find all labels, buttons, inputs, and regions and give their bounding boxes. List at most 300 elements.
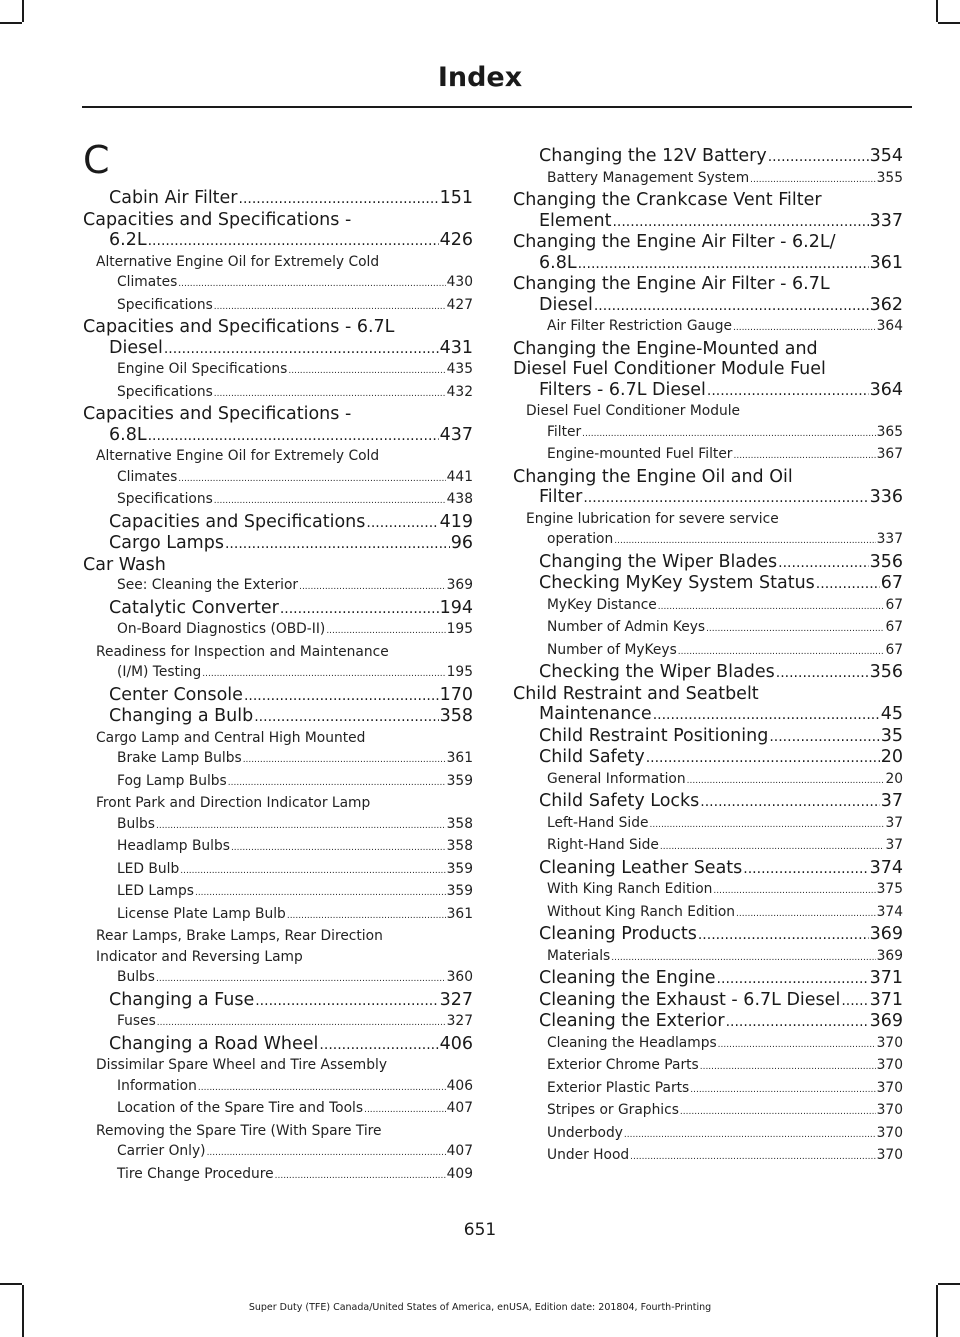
page-reference-link[interactable]: 370 <box>876 1147 903 1163</box>
page-reference-link[interactable]: 195 <box>446 621 473 637</box>
dot-leader <box>612 211 868 233</box>
index-subentry <box>83 619 473 642</box>
page-reference-link[interactable]: 354 <box>869 146 903 166</box>
dot-leader <box>178 272 445 295</box>
index-entry <box>83 533 473 555</box>
dot-leader <box>733 444 875 467</box>
page-reference-link[interactable]: 427 <box>446 296 473 313</box>
index-entry <box>513 573 903 595</box>
entry-line-with-page <box>539 747 903 769</box>
dot-leader <box>717 968 869 990</box>
dot-leader <box>275 1164 446 1187</box>
dot-leader <box>164 338 439 360</box>
index-subentry <box>513 316 903 339</box>
page-reference-link[interactable]: 355 <box>876 169 903 186</box>
page-reference-link[interactable]: 195 <box>446 664 473 680</box>
entry-term: Center Console <box>109 684 243 705</box>
entry-term: Climates <box>117 274 178 290</box>
entry-term: Changing a Bulb <box>109 706 254 726</box>
entry-term: Exterior Plastic Parts <box>547 1079 690 1096</box>
index-subentry <box>83 359 473 382</box>
entry-term: Specifications <box>117 383 213 400</box>
index-subentry <box>513 902 903 925</box>
dot-leader <box>653 704 880 726</box>
dot-leader <box>713 879 875 902</box>
page-reference-link[interactable]: 361 <box>869 252 903 273</box>
page-reference-link[interactable]: 337 <box>869 210 903 231</box>
page-reference-link[interactable]: 441 <box>446 468 473 485</box>
page-reference-link[interactable]: 370 <box>876 1124 903 1141</box>
index-entry <box>83 990 473 1012</box>
index-subentry <box>83 881 473 904</box>
entry-text-line: Indicator and Reversing Lamp <box>96 948 303 965</box>
index-entry <box>513 339 903 402</box>
entry-term: Filters - 6.7L Diesel <box>539 379 706 400</box>
entry-term: 6.8L <box>109 424 147 445</box>
page-reference-link[interactable]: 361 <box>446 750 473 766</box>
entry-line-with-page <box>117 382 473 405</box>
entry-term: Tire Change Procedure <box>117 1165 274 1182</box>
entry-term: Changing the Wiper Blades <box>539 551 778 572</box>
entry-line-with-page <box>117 771 473 794</box>
entry-line-with-page <box>539 704 903 726</box>
index-entry <box>513 924 903 946</box>
page-reference-link[interactable]: 435 <box>446 361 473 377</box>
index-subentry <box>513 1055 903 1078</box>
index-entry <box>513 467 903 509</box>
index-list-left <box>83 188 473 1186</box>
page-reference-link[interactable]: 359 <box>446 860 473 877</box>
entry-line-with-page <box>539 380 903 402</box>
index-subentry <box>83 793 473 836</box>
entry-line-with-page <box>117 904 473 927</box>
entry-term: Cleaning Products <box>539 924 697 944</box>
index-subentry <box>513 401 903 444</box>
page-reference-link[interactable]: 375 <box>876 881 903 897</box>
index-subentry <box>83 859 473 882</box>
entry-text-line: Changing the Engine-Mounted and <box>513 338 818 359</box>
page-reference-link[interactable]: 369 <box>876 947 903 964</box>
page-reference-link[interactable]: 430 <box>446 274 473 290</box>
crop-mark-top-left-h <box>0 22 22 24</box>
page-reference-link[interactable]: 356 <box>869 662 903 682</box>
crop-mark-bottom-left-h <box>0 1283 22 1285</box>
index-entry <box>83 685 473 707</box>
page-reference-link[interactable]: 432 <box>446 383 473 400</box>
entry-text-line: Capacities and Specifications - 6.7L <box>83 317 395 337</box>
dot-leader <box>280 598 439 620</box>
page-reference-link[interactable]: 20 <box>880 747 903 767</box>
dot-leader <box>769 726 879 748</box>
entry-term: Right-Hand Side <box>547 837 659 853</box>
dot-leader <box>776 662 869 684</box>
header-rule <box>82 106 912 108</box>
entry-term: Exterior Chrome Parts <box>547 1057 699 1073</box>
dot-leader <box>630 1145 875 1168</box>
entry-line-with-page <box>547 1055 903 1078</box>
page-reference-link[interactable]: 406 <box>446 1077 473 1094</box>
dot-leader <box>195 881 446 904</box>
entry-line-with-page <box>547 1100 903 1123</box>
page-reference-link[interactable]: 356 <box>869 551 903 572</box>
index-subentry <box>513 509 903 552</box>
index-subentry <box>83 904 473 927</box>
entry-term: Brake Lamp Bulbs <box>117 750 242 766</box>
entry-term: Carrier Only) <box>117 1143 206 1159</box>
dot-leader <box>202 662 445 685</box>
index-entry <box>513 146 903 168</box>
index-entry <box>83 404 473 446</box>
index-subentry <box>513 835 903 858</box>
entry-term: Changing the 12V Battery <box>539 146 767 166</box>
page-reference-link[interactable]: 358 <box>446 838 473 854</box>
entry-line-with-page <box>109 230 473 252</box>
page-reference-link[interactable]: 359 <box>446 883 473 899</box>
entry-term: Air Filter Restriction Gauge <box>547 318 732 334</box>
index-entry <box>83 512 473 534</box>
entry-term: Information <box>117 1077 197 1094</box>
entry-line-with-page <box>539 211 903 233</box>
page-reference-link[interactable]: 37 <box>885 837 903 853</box>
entry-line-with-page <box>109 188 473 210</box>
entry-line-with-page <box>117 1076 473 1099</box>
page-reference-link[interactable]: 370 <box>876 1079 903 1096</box>
page-reference-link[interactable]: 426 <box>439 230 473 250</box>
entry-term: Filter <box>547 423 582 440</box>
index-column-right <box>513 146 903 1168</box>
index-subentry <box>83 446 473 489</box>
dot-leader <box>366 512 438 534</box>
page-reference-link[interactable]: 151 <box>439 188 473 208</box>
page-reference-link[interactable]: 364 <box>869 379 903 400</box>
dot-leader <box>244 685 439 707</box>
page-reference-link[interactable]: 327 <box>439 989 473 1010</box>
dot-leader <box>214 295 446 318</box>
dot-leader <box>706 617 884 640</box>
dot-leader <box>148 230 439 252</box>
entry-term: Diesel <box>539 294 593 315</box>
entry-term: Battery Management System <box>547 169 750 186</box>
entry-text-line: Child Restraint and Seatbelt <box>513 683 759 704</box>
dot-leader <box>255 990 438 1012</box>
dot-leader <box>583 487 868 509</box>
entry-line-with-page <box>117 1098 473 1121</box>
index-entry <box>513 747 903 769</box>
index-subentry <box>83 252 473 295</box>
dot-leader <box>299 575 446 598</box>
entry-term: Fog Lamp Bulbs <box>117 772 227 789</box>
dot-leader <box>243 748 446 771</box>
page-reference-link[interactable]: 336 <box>869 487 903 507</box>
page-reference-link[interactable]: 358 <box>446 815 473 832</box>
index-subentry <box>83 382 473 405</box>
page-reference-link[interactable]: 367 <box>876 446 903 462</box>
page-reference-link[interactable]: 337 <box>876 531 903 547</box>
dot-leader <box>228 771 446 794</box>
entry-line-with-page <box>539 726 903 748</box>
entry-term: License Plate Lamp Bulb <box>117 905 286 922</box>
dot-leader <box>650 813 885 836</box>
entry-line-with-page <box>539 924 903 946</box>
index-entry <box>513 990 903 1012</box>
index-entry <box>83 188 473 210</box>
entry-term: Engine-mounted Fuel Filter <box>547 446 733 462</box>
dot-leader <box>231 836 446 859</box>
entry-term: Checking MyKey System Status <box>539 573 815 593</box>
index-subentry <box>513 1078 903 1101</box>
dot-leader <box>611 946 875 969</box>
entry-line-with-page <box>117 489 473 512</box>
entry-line-with-page <box>547 902 903 925</box>
page-reference-link[interactable]: 67 <box>885 596 903 613</box>
index-subentry <box>83 1121 473 1164</box>
dot-leader <box>816 573 880 595</box>
entry-line-with-page <box>547 835 903 858</box>
page-reference-link[interactable]: 374 <box>869 857 903 878</box>
index-subentry <box>83 1055 473 1098</box>
page-reference-link[interactable]: 96 <box>450 533 473 553</box>
page-reference-link[interactable]: 431 <box>439 337 473 358</box>
entry-line-with-page <box>109 338 473 360</box>
entry-term: Cleaning the Exterior <box>539 1011 725 1031</box>
dot-leader <box>214 489 446 512</box>
dot-leader <box>148 425 439 447</box>
footer-text: Super Duty (TFE) Canada/United States of America, enUSA, Edition date: 201804, Fourth-Printing <box>248 1302 712 1313</box>
entry-line-with-page <box>539 1011 903 1033</box>
page-reference-link[interactable]: 365 <box>876 423 903 440</box>
dot-leader <box>680 1100 876 1123</box>
entry-term: Underbody <box>547 1124 623 1141</box>
entry-line-with-page <box>547 168 903 191</box>
index-subentry <box>83 1164 473 1187</box>
page-reference-link[interactable]: 362 <box>869 294 903 315</box>
entry-text-line: Changing the Engine Oil and Oil <box>513 466 793 487</box>
dot-leader <box>364 1098 446 1121</box>
index-subentry <box>513 1033 903 1056</box>
page-reference-link[interactable]: 359 <box>446 772 473 789</box>
dot-leader <box>624 1123 876 1146</box>
index-entry <box>83 210 473 252</box>
entry-term: Maintenance <box>539 704 652 724</box>
entry-line-with-page <box>547 316 903 339</box>
entry-line-with-page <box>547 1145 903 1168</box>
index-subentry <box>513 1123 903 1146</box>
entry-line-with-page <box>117 272 473 295</box>
index-subentry <box>83 836 473 859</box>
entry-text-line: Readiness for Inspection and Maintenance <box>96 643 389 660</box>
entry-line-with-page <box>117 662 473 685</box>
page-reference-link[interactable]: 437 <box>439 424 473 445</box>
page-reference-link[interactable]: 45 <box>880 704 903 724</box>
entry-line-with-page <box>547 879 903 902</box>
index-subentry <box>513 879 903 902</box>
page-reference-link[interactable]: 369 <box>869 1011 903 1031</box>
entry-line-with-page <box>109 425 473 447</box>
entry-term: Fuses <box>117 1013 156 1029</box>
entry-line-with-page <box>117 575 473 598</box>
entry-text-line: Cargo Lamp and Central High Mounted <box>96 729 366 746</box>
entry-line-with-page <box>109 1034 473 1056</box>
page-reference-link[interactable]: 67 <box>880 573 903 593</box>
page-reference-link[interactable]: 370 <box>876 1034 903 1051</box>
entry-term: Cleaning the Headlamps <box>547 1034 717 1051</box>
dot-leader <box>707 380 869 402</box>
entry-line-with-page <box>109 598 473 620</box>
entry-line-with-page <box>117 1011 473 1034</box>
dot-leader <box>678 640 885 663</box>
index-subentry <box>83 728 473 771</box>
entry-line-with-page <box>539 487 903 509</box>
entry-text-line: Engine lubrication for severe service <box>526 510 779 527</box>
page-reference-link[interactable]: 370 <box>876 1057 903 1073</box>
entry-line-with-page <box>539 990 903 1012</box>
entry-term: Without King Ranch Edition <box>547 903 736 920</box>
index-subentry <box>513 595 903 618</box>
index-entry <box>83 1034 473 1056</box>
page-reference-link[interactable]: 407 <box>446 1143 473 1159</box>
entry-term: Cleaning Leather Seats <box>539 857 743 878</box>
page-reference-link[interactable]: 371 <box>869 989 903 1010</box>
dot-leader <box>700 791 879 813</box>
page-reference-link[interactable]: 370 <box>876 1102 903 1118</box>
entry-term: See: Cleaning the Exterior <box>117 577 299 593</box>
page-reference-link[interactable]: 20 <box>885 770 903 787</box>
dot-leader <box>254 706 438 728</box>
dot-leader <box>156 814 446 837</box>
crop-mark-bottom-right-h <box>938 1283 960 1285</box>
page-reference-link[interactable]: 327 <box>446 1013 473 1029</box>
index-column-left <box>83 136 473 1186</box>
entry-line-with-page <box>547 1123 903 1146</box>
entry-line-with-page <box>547 1078 903 1101</box>
index-subentry <box>513 946 903 969</box>
entry-term: Capacities and Specifications <box>109 511 366 532</box>
entry-text-line: Capacities and Specifications - <box>83 404 352 424</box>
page-reference-link[interactable]: 369 <box>446 577 473 593</box>
page-reference-link[interactable]: 360 <box>446 969 473 985</box>
page-reference-link[interactable]: 369 <box>869 924 903 944</box>
dot-leader <box>646 747 880 769</box>
entry-line-with-page <box>117 1141 473 1164</box>
entry-line-with-page <box>547 617 903 640</box>
entry-term: Stripes or Graphics <box>547 1102 679 1118</box>
entry-text-line: Alternative Engine Oil for Extremely Cold <box>96 253 380 270</box>
entry-term: Under Hood <box>547 1147 630 1163</box>
entry-line-with-page <box>547 813 903 836</box>
page-reference-link[interactable]: 409 <box>446 1165 473 1182</box>
entry-term: Specifications <box>117 296 213 313</box>
entry-line-with-page <box>539 858 903 880</box>
entry-term: On-Board Diagnostics (OBD-II) <box>117 621 326 637</box>
page-reference-link[interactable]: 67 <box>885 619 903 635</box>
entry-line-with-page <box>547 444 903 467</box>
index-entry <box>513 726 903 748</box>
dot-leader <box>726 1011 869 1033</box>
entry-line-with-page <box>117 467 473 490</box>
entry-line-with-page <box>539 791 903 813</box>
entry-term: Number of Admin Keys <box>547 619 706 635</box>
entry-line-with-page <box>539 253 903 275</box>
entry-term: Engine Oil Specifications <box>117 361 288 377</box>
dot-leader <box>690 1078 875 1101</box>
entry-text-line: Diesel Fuel Conditioner Module Fuel <box>513 359 826 379</box>
index-subentry <box>513 769 903 792</box>
page-reference-link[interactable]: 364 <box>876 318 903 334</box>
page-reference-link[interactable]: 438 <box>446 491 473 507</box>
entry-term: Climates <box>117 468 178 485</box>
page-reference-link[interactable]: 407 <box>446 1100 473 1116</box>
entry-text-line: Changing the Engine Air Filter - 6.2L/ <box>513 232 836 252</box>
dot-leader <box>582 422 875 445</box>
page-reference-link[interactable]: 406 <box>439 1033 473 1054</box>
entry-line-with-page <box>117 619 473 642</box>
entry-term: Checking the Wiper Blades <box>539 662 775 682</box>
entry-text-line: Changing the Crankcase Vent Filter <box>513 190 822 210</box>
page-reference-link[interactable]: 35 <box>880 725 903 746</box>
entry-term: LED Lamps <box>117 883 194 899</box>
index-entry <box>513 662 903 684</box>
entry-line-with-page <box>117 859 473 882</box>
dot-leader <box>698 924 869 946</box>
page-reference-link[interactable]: 170 <box>439 684 473 705</box>
entry-term: Location of the Spare Tire and Tools <box>117 1100 364 1116</box>
page-reference-link[interactable]: 67 <box>885 641 903 658</box>
index-subentry <box>513 1100 903 1123</box>
page-reference-link[interactable]: 419 <box>439 511 473 532</box>
entry-term: LED Bulb <box>117 860 180 877</box>
dot-leader <box>578 253 869 275</box>
page-reference-link[interactable]: 194 <box>439 597 473 618</box>
dot-leader <box>157 1011 446 1034</box>
entry-line-with-page <box>547 769 903 792</box>
entry-term: Child Safety <box>539 747 645 767</box>
page-reference-link[interactable]: 371 <box>869 968 903 988</box>
page-reference-link[interactable]: 37 <box>880 791 903 811</box>
page-reference-link[interactable]: 358 <box>439 706 473 726</box>
index-entry <box>83 706 473 728</box>
dot-leader <box>287 904 446 927</box>
entry-line-with-page <box>547 595 903 618</box>
page-reference-link[interactable]: 37 <box>885 814 903 831</box>
index-subentry <box>83 295 473 318</box>
entry-line-with-page <box>539 146 903 168</box>
page-reference-link[interactable]: 374 <box>876 903 903 920</box>
entry-term: Cargo Lamps <box>109 533 224 553</box>
dot-leader <box>326 619 445 642</box>
entry-line-with-page <box>117 836 473 859</box>
page-reference-link[interactable]: 361 <box>446 905 473 922</box>
crop-mark-top-right <box>936 0 938 22</box>
dot-leader <box>841 990 868 1012</box>
entry-text-line: Removing the Spare Tire (With Spare Tire <box>96 1122 382 1139</box>
entry-term: Child Restraint Positioning <box>539 725 769 746</box>
entry-term: 6.2L <box>109 230 147 250</box>
entry-line-with-page <box>109 512 473 534</box>
dot-leader <box>225 533 450 555</box>
index-entry <box>83 317 473 359</box>
entry-line-with-page <box>109 706 473 728</box>
dot-leader <box>594 295 869 317</box>
entry-text-line: Alternative Engine Oil for Extremely Cold <box>96 448 380 464</box>
crop-mark-top-right-h <box>938 22 960 24</box>
entry-term: General Information <box>547 770 686 787</box>
entry-line-with-page <box>539 662 903 684</box>
dot-leader <box>658 595 885 618</box>
entry-line-with-page <box>547 640 903 663</box>
dot-leader <box>718 1033 876 1056</box>
entry-text-line: Car Wash <box>83 554 166 575</box>
entry-line-with-page <box>547 529 903 552</box>
